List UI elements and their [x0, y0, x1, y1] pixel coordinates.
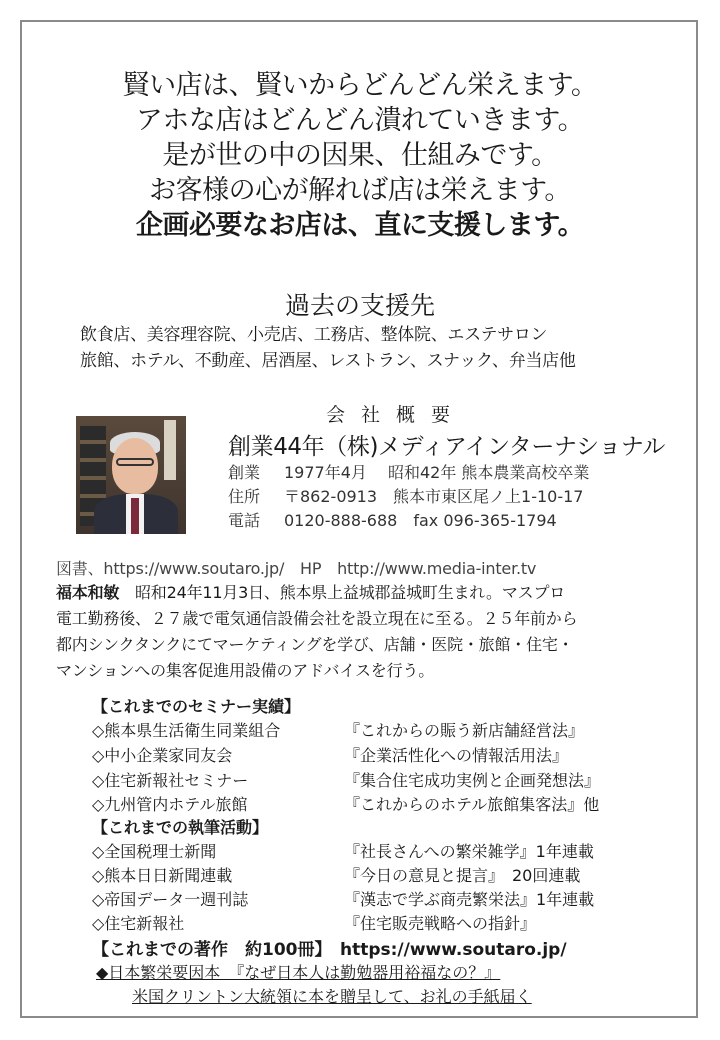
info-label: 住所 [228, 487, 261, 506]
past-clients-title: 過去の支援先 [284, 291, 435, 320]
seminar-topic: 『集合住宅成功実例と企画発想法』 [344, 771, 601, 790]
slogan-line: 是が世の中の因果、仕組みです。 [162, 140, 558, 171]
info-label: 創業 [228, 463, 261, 482]
seminar-org: ◇熊本県生活衛生同業組合 [92, 721, 281, 740]
writing-row [92, 839, 594, 862]
seminar-row [92, 792, 600, 815]
seminar-org: ◇九州管内ホテル旅館 [92, 795, 248, 814]
books-section-title: 【これまでの著作 約100冊】 https://www.soutaro.jp/ [92, 940, 567, 960]
address-row [228, 484, 583, 507]
seminar-row [92, 768, 601, 791]
founded-row [228, 460, 589, 483]
slogan-line: アホな店はどんどん潰れていきます。 [135, 105, 585, 136]
slogan-line: お客様の心が解れば店は栄えます。 [149, 175, 571, 206]
writing-topic: 『漢志で学ぶ商売繁栄法』1年連載 [344, 890, 595, 909]
info-value: 0120-888-688 fax 096-365-1794 [284, 511, 557, 530]
seminar-row [92, 743, 569, 766]
clinton-letter-note: 米国クリントン大統領に本を贈呈して、お礼の手紙届く [132, 987, 532, 1006]
seminar-topic: 『これからのホテル旅館集客法』他 [344, 795, 600, 814]
seminar-row [92, 718, 585, 741]
bio-line: 都内シンクタンクにてマーケティングを学び、店舗・医院・旅館・住宅・ [56, 635, 574, 654]
founder-photo [76, 416, 186, 534]
founder-name: 福本和敏 [56, 583, 120, 602]
company-overview-heading: 会社概要 [326, 404, 467, 426]
phone-row [228, 508, 557, 531]
info-value: 1977年4月 昭和42年 熊本農業高校卒業 [284, 463, 590, 482]
writing-row [92, 911, 537, 934]
bio-line [56, 580, 565, 603]
slogan-line: 賢い店は、賢いからどんどん栄えます。 [122, 70, 598, 101]
info-label: 電話 [228, 511, 261, 530]
writing-topic: 『住宅販売戦略への指針』 [344, 914, 537, 933]
writing-topic: 『今日の意見と提言』 20回連載 [344, 866, 581, 885]
writing-row [92, 863, 581, 886]
slogan-block [0, 68, 720, 243]
seminar-org: ◇住宅新報社セミナー [92, 771, 249, 790]
seminar-topic: 『これからの賑う新店舗経営法』 [344, 721, 585, 740]
seminar-section-title: 【これまでのセミナー実績】 [92, 697, 301, 716]
writing-org: ◇帝国データ一週刊誌 [92, 890, 249, 909]
writing-section-title: 【これまでの執筆活動】 [92, 818, 269, 837]
seminar-org: ◇中小企業家同友会 [92, 746, 233, 765]
writing-org: ◇住宅新報社 [92, 914, 185, 933]
writing-org: ◇全国税理士新聞 [92, 842, 217, 861]
company-name: 創業44年（株)メディアインターナショナル [228, 434, 665, 460]
seminar-topic: 『企業活性化への情報活用法』 [344, 746, 569, 765]
bio-line: 電工勤務後、２７歳で電気通信設備会社を設立現在に至る。２５年前から [56, 609, 578, 628]
info-value: 〒862-0913 熊本市東区尾ノ上1-10-17 [284, 487, 584, 506]
bio-text: 昭和24年11月3日、熊本県上益城郡益城町生まれ。マスプロ [119, 583, 566, 602]
writing-row [92, 887, 595, 910]
past-clients-line: 旅館、ホテル、不動産、居酒屋、レストラン、スナック、弁当店他 [80, 351, 576, 371]
slogan-line-emphasis: 企画必要なお店は、直に支援します。 [135, 210, 585, 241]
writing-org: ◇熊本日日新聞連載 [92, 866, 233, 885]
links-line: 図書、https://www.soutaro.jp/ HP http://www.media-inter.tv [56, 559, 537, 578]
past-clients-line: 飲食店、美容理容院、小売店、工務店、整体院、エステサロン [80, 325, 548, 345]
bio-line: マンションへの集客促進用設備のアドバイスを行う。 [56, 661, 435, 680]
writing-topic: 『社長さんへの繁栄雑学』1年連載 [344, 842, 594, 861]
featured-book-line: ◆日本繁栄要因本 『なぜ日本人は勤勉器用裕福なの？』 [96, 963, 501, 982]
